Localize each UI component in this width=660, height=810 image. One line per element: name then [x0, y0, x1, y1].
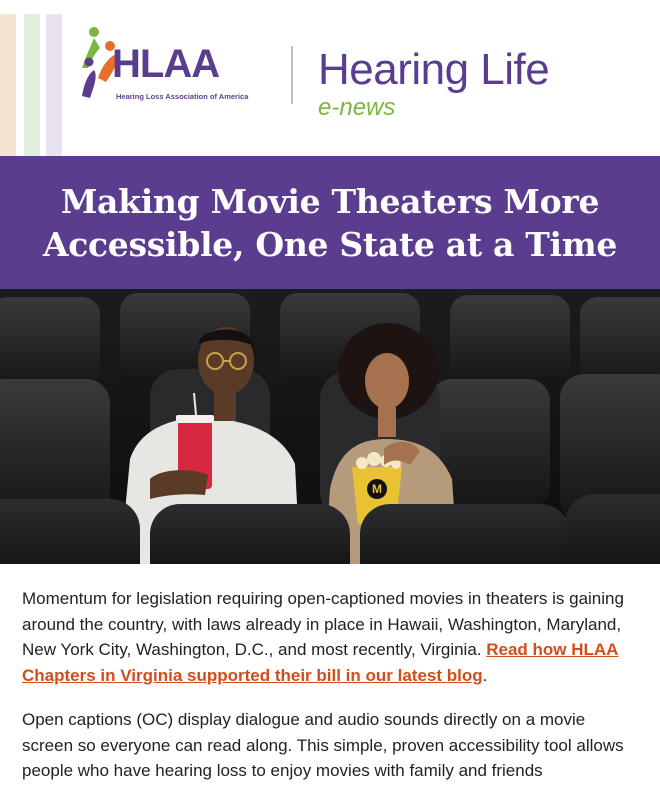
article-title-line-2: Accessible, One State at a Time	[42, 224, 618, 264]
hlaa-logo[interactable]	[80, 26, 280, 106]
article-title-line-1: Making Movie Theaters More	[60, 181, 600, 221]
paragraph-1-text: Momentum for legislation requiring open-captioned movies in theaters is gaining around the country, with laws already in place in Hawaii, Washington, Maryland, New York City, Washington, D.C., and most recently, Virginia.	[22, 589, 624, 659]
article-hero-image[interactable]	[0, 289, 660, 564]
decorative-stripe-lavender	[46, 14, 62, 156]
newsletter-header	[0, 0, 660, 156]
hlaa-logo-tagline: Hearing Loss Association of America	[116, 92, 249, 101]
decorative-stripe-green	[24, 14, 40, 156]
article-paragraph-2: Open captions (OC) display dialogue and audio sounds directly on a movie screen so everyone can read along. This simple, proven accessibility tool allows people who have hearing loss to enjoy movies with family and friends	[22, 710, 624, 780]
hlaa-logo-word: HLAA	[112, 42, 220, 86]
publication-subtitle: e-news	[318, 94, 396, 121]
header-divider	[291, 46, 293, 104]
article-title	[43, 180, 617, 266]
decorative-stripe-peach	[0, 14, 16, 156]
article-paragraph-1	[22, 586, 638, 688]
article-banner	[0, 156, 660, 289]
movie-theater-couple-image	[0, 289, 660, 564]
latest-blog-link[interactable]: Read how HLAA Chapters in Virginia supported their bill in our latest blog	[22, 640, 619, 685]
article-body	[22, 586, 638, 803]
popcorn-logo: M	[372, 482, 382, 496]
paragraph-1-end: .	[482, 665, 488, 685]
publication-title: Hearing Life	[318, 45, 550, 94]
